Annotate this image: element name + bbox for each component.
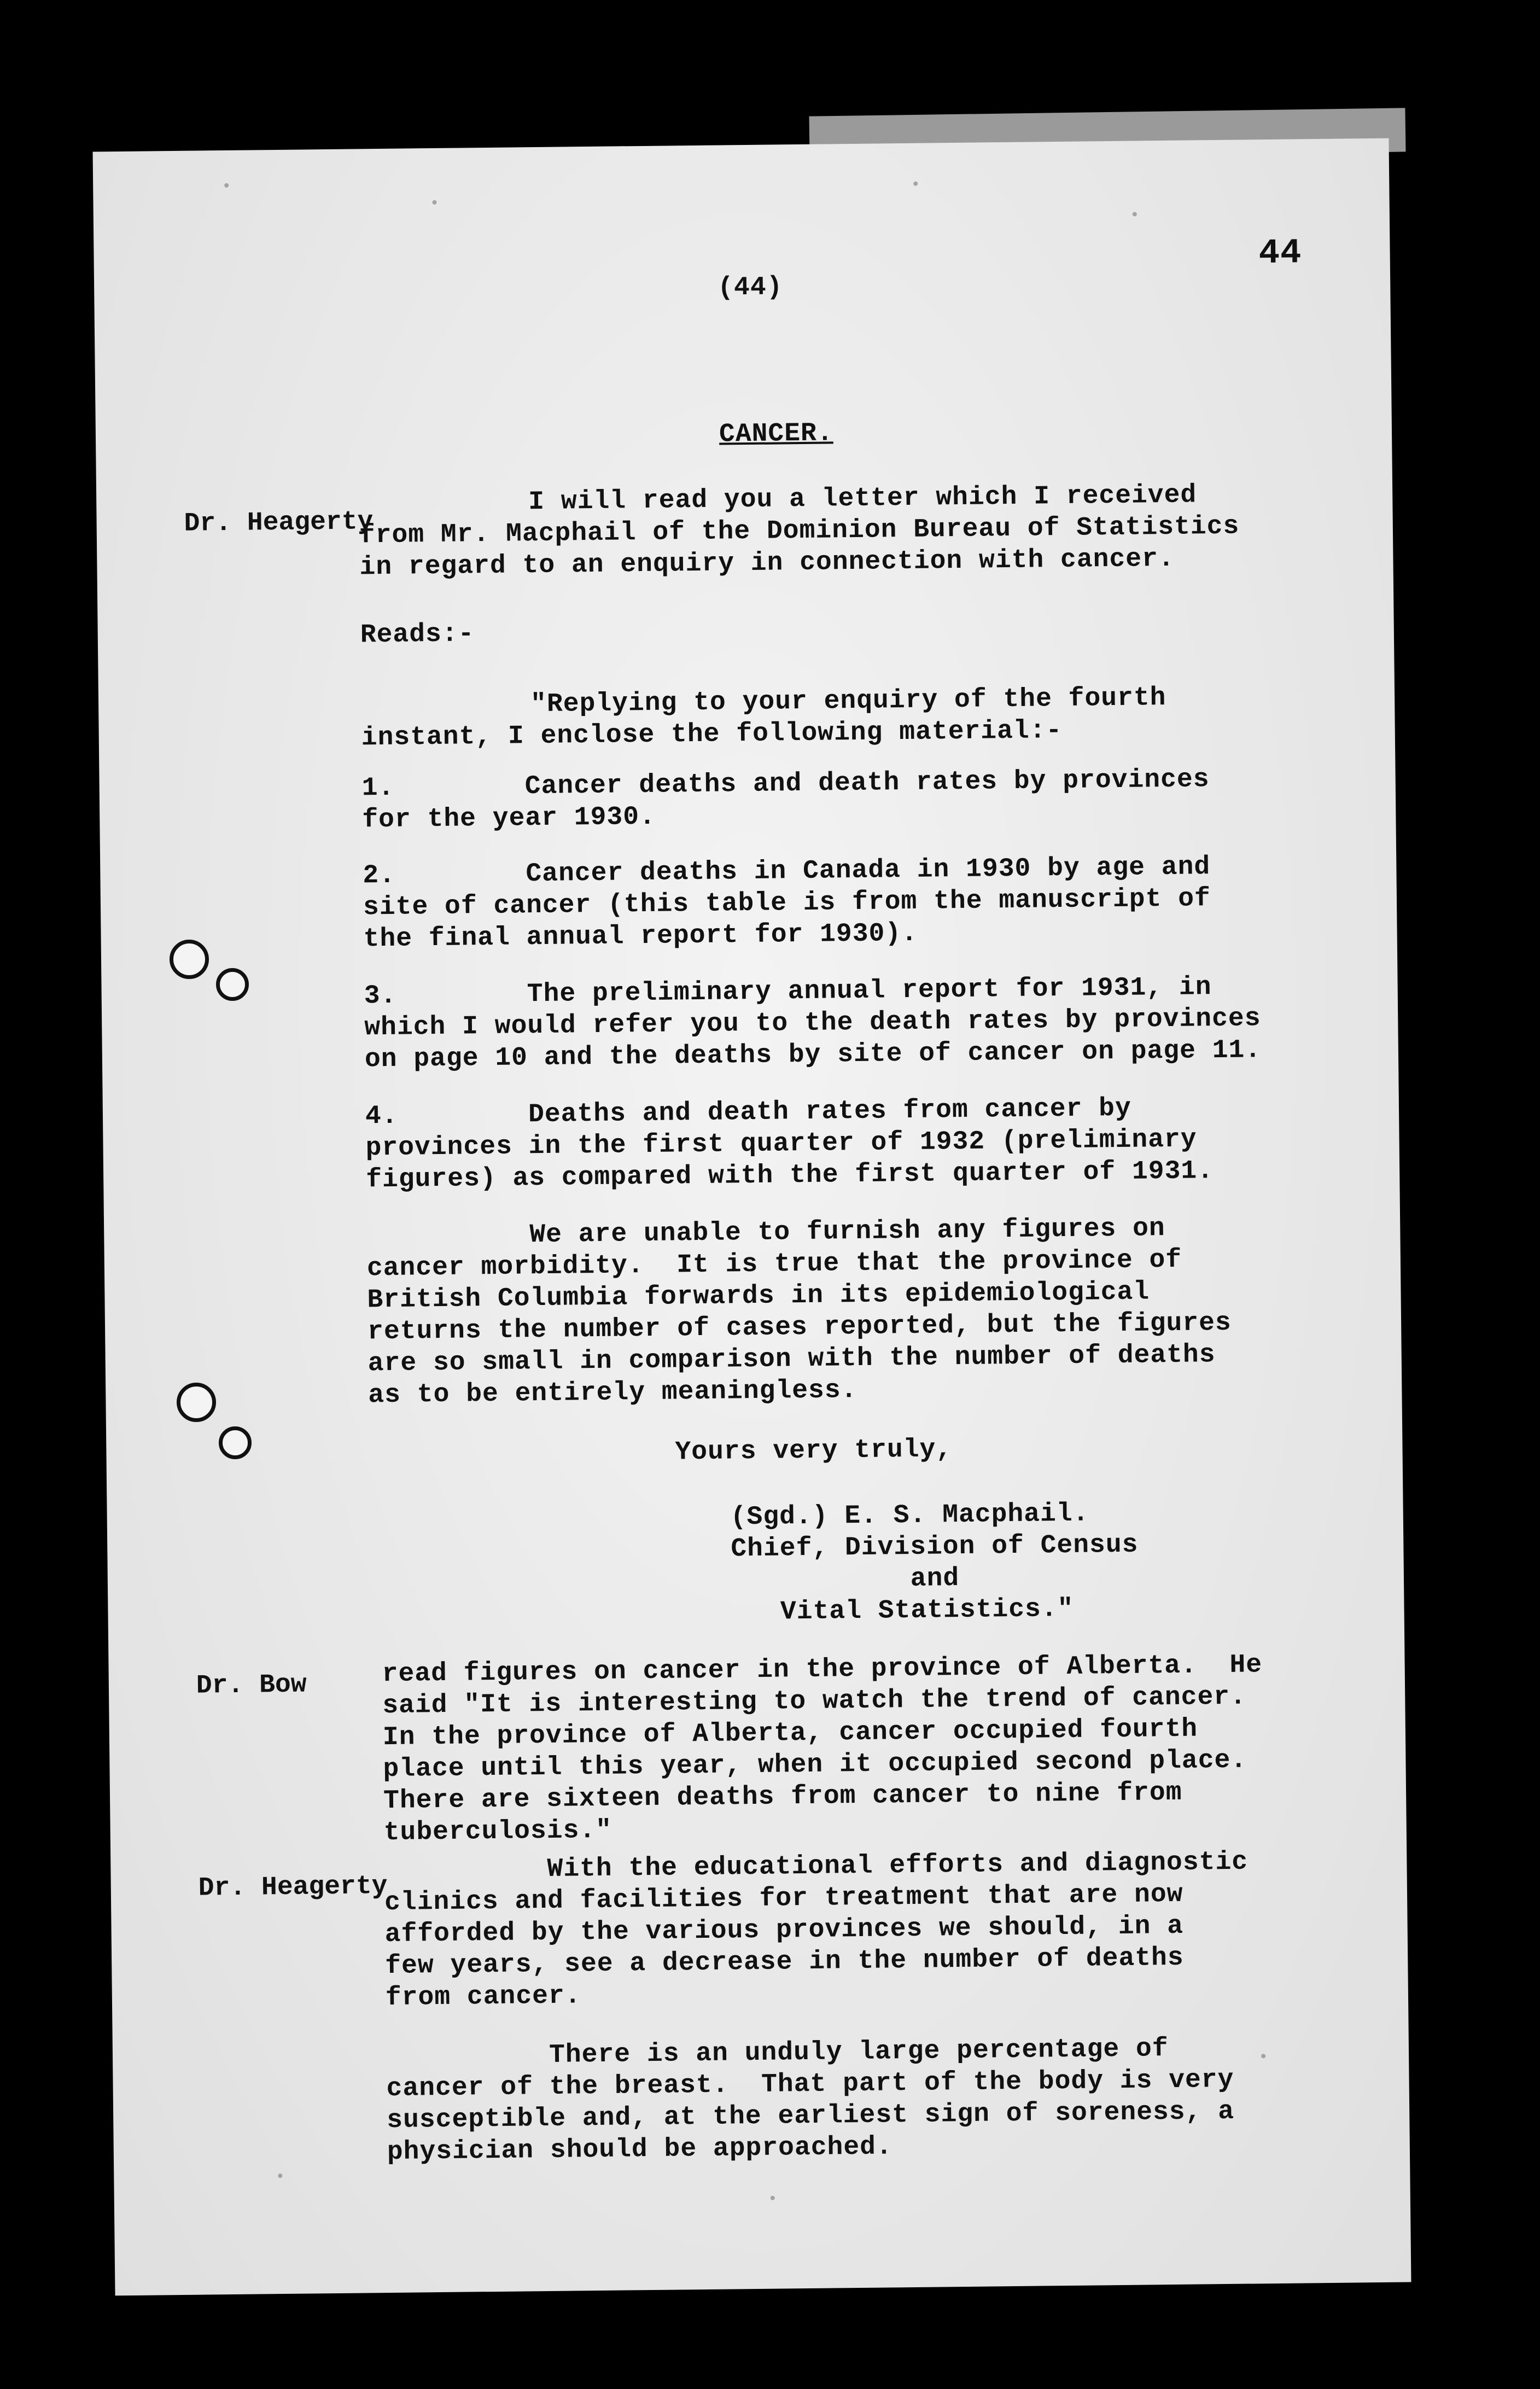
text-line: cancer morbidity. It is true that the province of [366,1245,1182,1284]
text-line: With the educational efforts and diagnostic [384,1847,1249,1886]
text-line: There are sixteen deaths from cancer to nine from [383,1778,1182,1816]
text-line: provinces in the first quarter of 1932 (preliminary [365,1124,1197,1163]
text-line: There is an unduly large percentage of [386,2034,1169,2072]
text-line: British Columbia forwards in its epidemiological [367,1277,1150,1315]
text-line: cancer of the breast. That part of the body is very [386,2065,1234,2104]
punch-hole [216,968,249,1001]
text-line: susceptible and, at the earliest sign of soreness, a [386,2096,1235,2136]
text-line: from Mr. Macphail of the Dominion Bureau of Statistics [359,511,1240,551]
text-line: said "It is interesting to watch the trend of cancer. [382,1682,1247,1721]
text-line: for the year 1930. [362,802,656,835]
corner-page-number: 44 [1258,234,1302,274]
speck [913,182,918,186]
text-line: 1. Cancer deaths and death rates by provinces [361,765,1210,803]
text-line: instant, I enclose the following material:- [361,716,1063,753]
text-line: We are unable to furnish any figures on [366,1214,1165,1252]
speck [1261,2054,1265,2058]
speck [278,2174,282,2178]
speaker-heagerty: Dr. Heagerty [184,507,374,539]
text-line: I will read you a letter which I received [528,480,1197,517]
speck [224,183,229,188]
speck [771,2196,775,2200]
document-page [93,138,1411,2296]
text-line: "Replying to your enquiry of the fourth [530,683,1166,720]
speck [433,200,437,205]
punch-hole [170,940,209,979]
speaker-bow: Dr. Bow [196,1670,307,1701]
text-line: 4. Deaths and death rates from cancer by [365,1093,1132,1132]
text-line: 3. The preliminary annual report for 1931, in [364,972,1212,1011]
text-line: figures) as compared with the first quarter of 1931. [365,1156,1214,1195]
text-line: the final annual report for 1930). [363,918,918,954]
letter-closing: Yours very truly, [675,1435,953,1467]
punch-hole [219,1426,252,1459]
text-line: which I would refer you to the death rates by provinces [364,1004,1261,1043]
text-line: on page 10 and the deaths by site of cancer on page 11. [364,1035,1262,1075]
text-line: Chief, Division of Census [731,1530,1139,1564]
page-label: (44) [717,272,783,303]
text-line: and [731,1564,960,1596]
text-line: site of cancer (this table is from the manuscript of [363,884,1211,923]
text-line: physician should be approached. [387,2132,893,2167]
text-line: In the province of Alberta, cancer occupied fourth [382,1714,1198,1753]
speck [1133,212,1137,217]
text-line: afforded by the various provinces we should, in a [384,1911,1184,1950]
text-line: in regard to an enquiry in connection with cancer. [359,544,1175,582]
punch-hole [177,1383,216,1422]
text-line: returns the number of cases reported, but the figures [367,1308,1232,1347]
text-line: few years, see a decrease in the number of deaths [385,1943,1184,1982]
text-line: Vital Statistics." [731,1594,1074,1628]
text-line: from cancer. [385,1981,581,2013]
text-line: tuberculosis." [383,1815,612,1848]
text-line: read figures on cancer in the province of Alberta. He [382,1650,1263,1689]
text-line: are so small in comparison with the number of deaths [368,1340,1216,1379]
text-line: (Sgd.) E. S. Macphail. [730,1499,1089,1533]
text-line: as to be entirely meaningless. [368,1376,858,1411]
reads-label: Reads:- [360,619,475,650]
section-heading: CANCER. [719,418,833,450]
text-line: place until this year, when it occupied second place. [383,1745,1247,1785]
text-line: clinics and facilities for treatment that are now [384,1879,1183,1918]
text-line: 2. Cancer deaths in Canada in 1930 by age and [363,852,1211,891]
speaker-heagerty: Dr. Heagerty [198,1872,388,1903]
